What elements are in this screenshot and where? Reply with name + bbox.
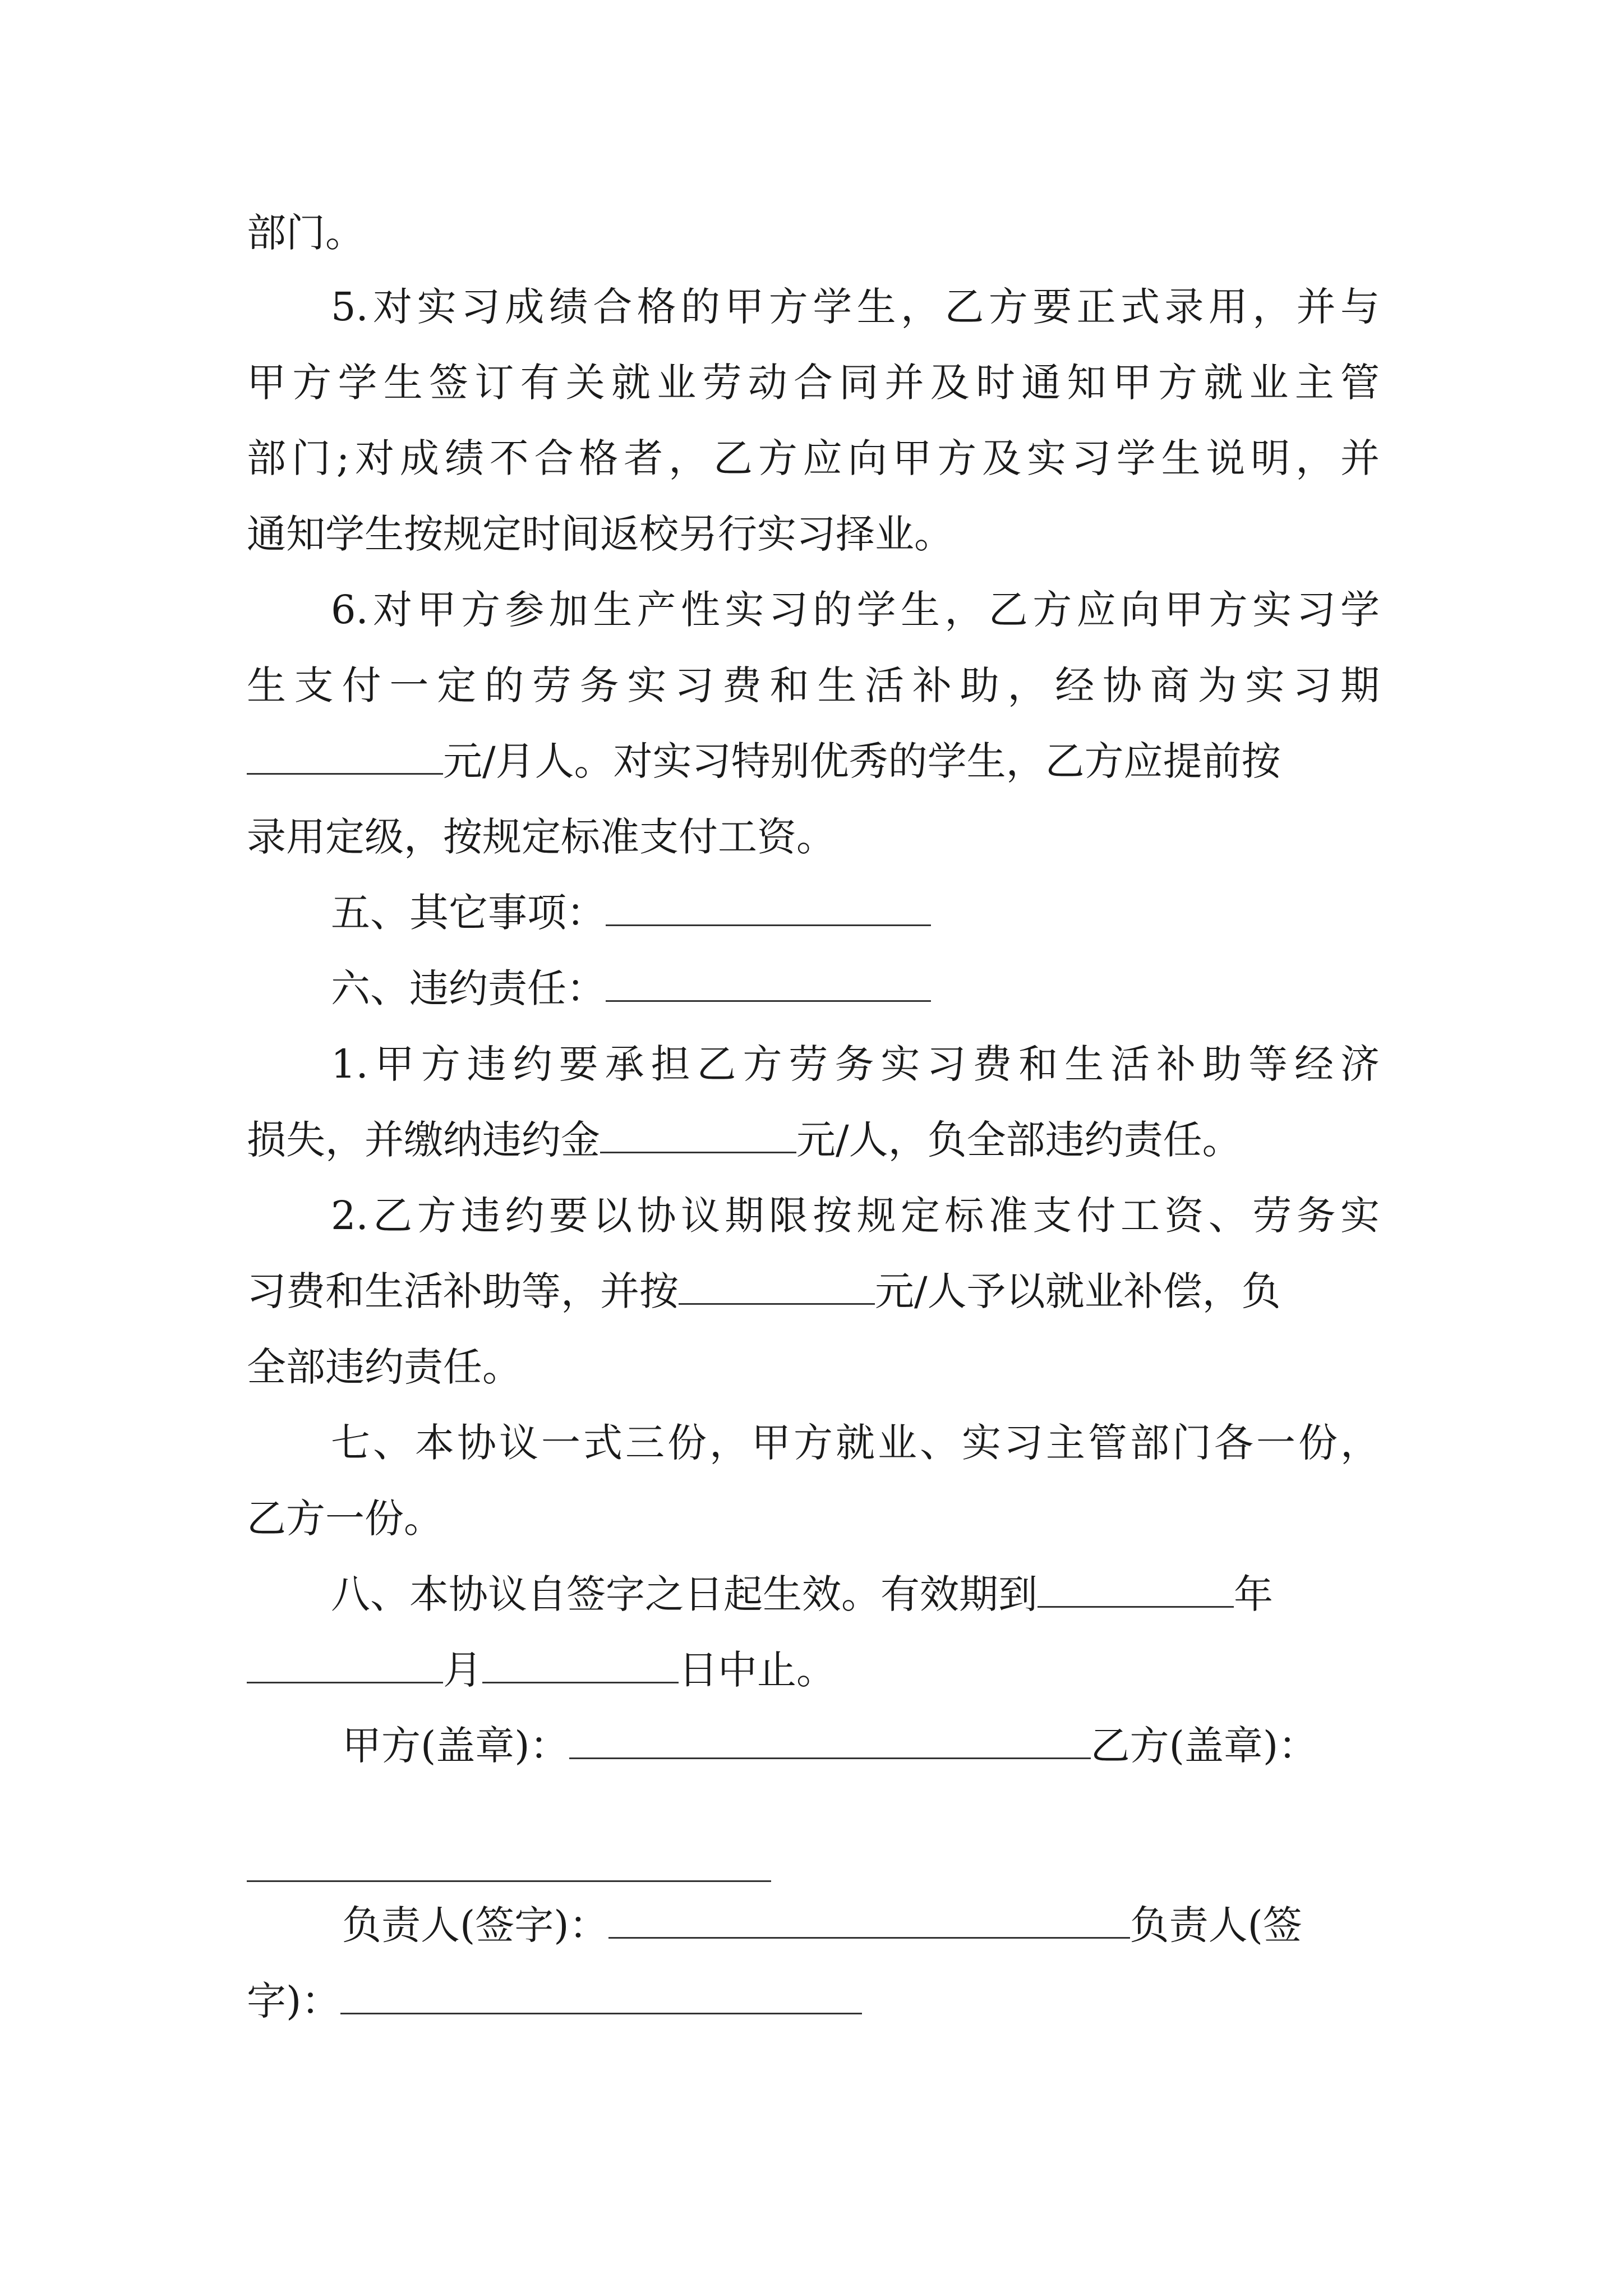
text-segment: 日中止。 — [679, 1647, 836, 1693]
fill-blank[interactable] — [606, 961, 931, 1002]
section-8-line — [331, 1566, 1380, 1622]
text-segment: 损失，并缴纳违约金 — [247, 1117, 600, 1163]
clause-6-line: 6.对甲方参加生产性实习的学生，乙方应向甲方实习学 — [331, 587, 1380, 633]
text-segment: 月 — [443, 1647, 482, 1693]
clause-2-line: 2.乙方违约要以协议期限按规定标准支付工资、劳务实 — [331, 1193, 1380, 1239]
party-b-signature-blank[interactable] — [340, 1973, 862, 2014]
party-seal-line — [342, 1718, 1385, 1774]
fill-blank[interactable] — [606, 885, 931, 926]
text-line: 通知学生按规定时间返校另行实习择业。 — [247, 511, 953, 557]
text-line — [247, 1263, 1380, 1319]
section-heading: 六、违约责任： — [331, 965, 606, 1011]
party-a-seal-label: 甲方(盖章)： — [342, 1723, 569, 1769]
text-line: 乙方一份。 — [247, 1496, 443, 1542]
text-segment: 元/人予以就业补偿，负 — [875, 1268, 1281, 1314]
section-heading: 五、其它事项： — [331, 890, 606, 936]
party-b-signer-label: 负责人(签 — [1129, 1902, 1302, 1948]
party-a-signature-blank[interactable] — [608, 1898, 1130, 1939]
text-line: 录用定级，按规定标准支付工资。 — [247, 814, 836, 860]
fill-blank[interactable] — [679, 1264, 875, 1305]
fill-blank[interactable] — [482, 1642, 679, 1683]
clause-5-line: 5.对实习成绩合格的甲方学生，乙方要正式录用，并与 — [331, 284, 1380, 330]
fill-blank[interactable] — [247, 1642, 443, 1683]
text-line: 部门;对成绩不合格者，乙方应向甲方及实习学生说明，并 — [247, 435, 1380, 481]
signature-line-continued — [247, 1973, 1380, 2029]
text-line — [247, 1112, 1380, 1168]
text-segment: 习费和生活补助等，并按 — [247, 1268, 679, 1314]
party-b-seal-label: 乙方(盖章)： — [1090, 1723, 1318, 1769]
party-b-signer-label-continued: 字)： — [247, 1978, 341, 2024]
section-5-line — [331, 885, 1380, 941]
text-line: 部门。 — [247, 210, 365, 256]
text-segment: 年 — [1234, 1571, 1273, 1617]
section-6-line — [331, 960, 1380, 1016]
party-a-seal-blank[interactable] — [569, 1718, 1091, 1759]
section-7-line: 七、本协议一式三份，甲方就业、实习主管部门各一份， — [331, 1420, 1380, 1466]
fill-blank[interactable] — [1038, 1567, 1234, 1608]
party-a-signer-label: 负责人(签字)： — [342, 1902, 608, 1948]
clause-1-line: 1.甲方违约要承担乙方劳务实习费和生活补助等经济 — [331, 1041, 1380, 1087]
text-segment: 八、本协议自签字之日起生效。有效期到 — [331, 1571, 1038, 1617]
fill-blank[interactable] — [600, 1112, 796, 1153]
signature-line — [342, 1897, 1385, 1953]
text-line — [247, 733, 1380, 789]
fill-blank[interactable] — [247, 734, 443, 775]
text-segment: 元/人，负全部违约责任。 — [796, 1117, 1242, 1163]
text-line: 甲方学生签订有关就业劳动合同并及时通知甲方就业主管 — [247, 360, 1380, 406]
text-line — [247, 1642, 1380, 1698]
text-line: 生支付一定的劳务实习费和生活补助，经协商为实习期 — [247, 662, 1380, 708]
text-segment: 元/月人。对实习特别优秀的学生，乙方应提前按 — [443, 738, 1281, 784]
text-line: 全部违约责任。 — [247, 1344, 522, 1390]
party-b-seal-blank[interactable] — [247, 1880, 771, 1882]
